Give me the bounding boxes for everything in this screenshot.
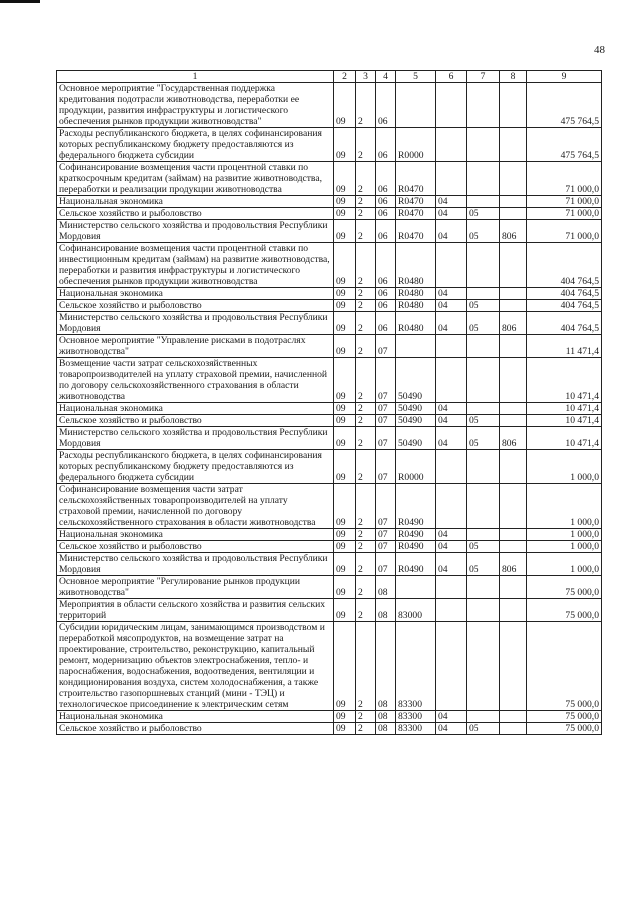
row-name: Расходы республиканского бюджета, в целях софинансирования которых республиканскому бюджету предоставляются из федерального бюджета субсидии	[57, 450, 334, 484]
row-code-5: R0490	[396, 529, 436, 541]
table-row	[57, 415, 602, 427]
row-code-3: 2	[356, 196, 376, 208]
row-code-2: 09	[334, 243, 356, 288]
row-code-2: 09	[334, 162, 356, 196]
row-code-6: 04	[436, 196, 467, 208]
row-amount: 10 471,4	[527, 427, 602, 450]
row-code-7	[467, 196, 500, 208]
row-code-8: 806	[500, 312, 527, 335]
row-code-2: 09	[334, 220, 356, 243]
row-code-5: 83300	[396, 622, 436, 711]
row-code-8	[500, 415, 527, 427]
row-code-2: 09	[334, 541, 356, 553]
row-amount: 1 000,0	[527, 450, 602, 484]
row-code-4: 08	[376, 723, 396, 735]
row-code-5: R0470	[396, 196, 436, 208]
row-code-7	[467, 484, 500, 529]
row-code-6: 04	[436, 208, 467, 220]
row-code-6	[436, 128, 467, 162]
row-code-6	[436, 622, 467, 711]
row-code-3: 2	[356, 288, 376, 300]
row-amount: 10 471,4	[527, 415, 602, 427]
row-code-8	[500, 83, 527, 128]
row-code-7	[467, 529, 500, 541]
row-code-4: 07	[376, 529, 396, 541]
row-code-7	[467, 83, 500, 128]
row-code-8	[500, 723, 527, 735]
row-code-4: 08	[376, 576, 396, 599]
row-code-7	[467, 335, 500, 358]
row-code-3: 2	[356, 335, 376, 358]
table-row	[57, 484, 602, 529]
table-row	[57, 312, 602, 335]
row-code-5	[396, 576, 436, 599]
row-code-3: 2	[356, 484, 376, 529]
col-header: 8	[500, 71, 527, 83]
row-code-7: 05	[467, 312, 500, 335]
row-code-3: 2	[356, 529, 376, 541]
row-code-3: 2	[356, 312, 376, 335]
row-code-6: 04	[436, 220, 467, 243]
row-name: Сельское хозяйство и рыболовство	[57, 723, 334, 735]
row-code-8	[500, 196, 527, 208]
row-code-5: R0480	[396, 288, 436, 300]
row-code-6: 04	[436, 541, 467, 553]
row-code-2: 09	[334, 128, 356, 162]
row-code-3: 2	[356, 576, 376, 599]
row-code-4: 06	[376, 312, 396, 335]
row-code-6: 04	[436, 288, 467, 300]
col-header: 3	[356, 71, 376, 83]
row-code-8	[500, 128, 527, 162]
row-code-3: 2	[356, 300, 376, 312]
row-name: Основное мероприятие "Управление рисками в подотраслях животноводства"	[57, 335, 334, 358]
table-row	[57, 220, 602, 243]
top-edge-mark	[0, 0, 40, 3]
row-code-5: R0480	[396, 243, 436, 288]
row-code-2: 09	[334, 358, 356, 403]
row-code-4: 07	[376, 403, 396, 415]
row-amount: 1 000,0	[527, 484, 602, 529]
row-code-2: 09	[334, 312, 356, 335]
row-code-6: 04	[436, 553, 467, 576]
row-code-5: 83300	[396, 711, 436, 723]
row-amount: 75 000,0	[527, 622, 602, 711]
table-row	[57, 300, 602, 312]
row-code-2: 09	[334, 450, 356, 484]
table-row	[57, 403, 602, 415]
row-code-2: 09	[334, 723, 356, 735]
row-code-5: R0470	[396, 208, 436, 220]
row-code-3: 2	[356, 415, 376, 427]
row-amount: 71 000,0	[527, 220, 602, 243]
row-code-2: 09	[334, 403, 356, 415]
row-amount: 404 764,5	[527, 288, 602, 300]
row-code-6: 04	[436, 312, 467, 335]
table-row	[57, 83, 602, 128]
table-row	[57, 723, 602, 735]
col-header: 9	[527, 71, 602, 83]
row-code-6: 04	[436, 415, 467, 427]
row-code-5: R0490	[396, 553, 436, 576]
row-code-5: R0470	[396, 220, 436, 243]
col-header: 5	[396, 71, 436, 83]
row-code-6	[436, 484, 467, 529]
row-name: Сельское хозяйство и рыболовство	[57, 541, 334, 553]
row-amount: 11 471,4	[527, 335, 602, 358]
budget-table	[56, 70, 602, 735]
row-name: Министерство сельского хозяйства и продовольствия Республики Мордовия	[57, 427, 334, 450]
row-name: Министерство сельского хозяйства и продовольствия Республики Мордовия	[57, 553, 334, 576]
row-name: Возмещение части затрат сельскохозяйственных товаропроизводителей на уплату страховой премии, начисленной по договору сельскохозяйственного страхования в области животноводства	[57, 358, 334, 403]
row-code-8	[500, 599, 527, 622]
row-name: Национальная экономика	[57, 529, 334, 541]
row-code-4: 07	[376, 553, 396, 576]
row-code-5: 83300	[396, 723, 436, 735]
row-code-8	[500, 711, 527, 723]
row-code-7: 05	[467, 427, 500, 450]
row-code-6	[436, 358, 467, 403]
row-code-3: 2	[356, 711, 376, 723]
row-amount: 404 764,5	[527, 243, 602, 288]
row-code-3: 2	[356, 208, 376, 220]
row-name: Софинансирование возмещения части процентной ставки по инвестиционным кредитам (займам) на развитие животноводства, переработки и развития инфраструктуры и логистического обеспечения рынков продукции животноводства	[57, 243, 334, 288]
row-code-8	[500, 162, 527, 196]
row-code-4: 08	[376, 599, 396, 622]
row-code-6	[436, 243, 467, 288]
row-code-8	[500, 450, 527, 484]
row-code-3: 2	[356, 541, 376, 553]
row-amount: 475 764,5	[527, 128, 602, 162]
row-amount: 1 000,0	[527, 553, 602, 576]
row-code-2: 09	[334, 288, 356, 300]
row-amount: 404 764,5	[527, 300, 602, 312]
row-code-7: 05	[467, 723, 500, 735]
row-code-2: 09	[334, 484, 356, 529]
row-code-7: 05	[467, 300, 500, 312]
row-code-8	[500, 335, 527, 358]
row-code-8: 806	[500, 427, 527, 450]
row-code-5	[396, 83, 436, 128]
row-code-3: 2	[356, 427, 376, 450]
row-code-4: 06	[376, 196, 396, 208]
row-code-8	[500, 243, 527, 288]
row-code-7	[467, 128, 500, 162]
row-code-2: 09	[334, 553, 356, 576]
row-code-6: 04	[436, 711, 467, 723]
row-amount: 71 000,0	[527, 162, 602, 196]
row-code-7	[467, 243, 500, 288]
row-code-8	[500, 484, 527, 529]
row-name: Сельское хозяйство и рыболовство	[57, 208, 334, 220]
row-name: Мероприятия в области сельского хозяйства и развития сельских территорий	[57, 599, 334, 622]
row-code-7	[467, 162, 500, 196]
row-code-3: 2	[356, 220, 376, 243]
col-header: 4	[376, 71, 396, 83]
row-name: Министерство сельского хозяйства и продовольствия Республики Мордовия	[57, 312, 334, 335]
row-code-8	[500, 403, 527, 415]
row-code-2: 09	[334, 208, 356, 220]
row-code-2: 09	[334, 335, 356, 358]
col-header: 7	[467, 71, 500, 83]
row-code-8	[500, 622, 527, 711]
row-code-2: 09	[334, 529, 356, 541]
row-code-2: 09	[334, 622, 356, 711]
row-code-2: 09	[334, 711, 356, 723]
table-row	[57, 335, 602, 358]
table-row	[57, 599, 602, 622]
row-code-6: 04	[436, 529, 467, 541]
row-code-2: 09	[334, 300, 356, 312]
row-code-3: 2	[356, 128, 376, 162]
page-number: 48	[594, 44, 605, 56]
row-code-7	[467, 358, 500, 403]
table-row	[57, 529, 602, 541]
col-header: 2	[334, 71, 356, 83]
table-row	[57, 576, 602, 599]
row-code-8	[500, 541, 527, 553]
table-row	[57, 427, 602, 450]
row-code-3: 2	[356, 403, 376, 415]
row-code-5: 83000	[396, 599, 436, 622]
row-code-8	[500, 576, 527, 599]
row-code-5: R0470	[396, 162, 436, 196]
row-code-7	[467, 288, 500, 300]
row-code-5: R0000	[396, 450, 436, 484]
table-row	[57, 553, 602, 576]
row-code-7	[467, 711, 500, 723]
row-code-4: 07	[376, 484, 396, 529]
row-code-6: 04	[436, 403, 467, 415]
table-row	[57, 243, 602, 288]
table-row	[57, 541, 602, 553]
row-code-7	[467, 576, 500, 599]
row-name: Софинансирование возмещения части процентной ставки по краткосрочным кредитам (займам) на развитие животноводства, переработки и реализации продукции животноводства	[57, 162, 334, 196]
row-code-4: 07	[376, 358, 396, 403]
row-amount: 71 000,0	[527, 208, 602, 220]
row-amount: 1 000,0	[527, 541, 602, 553]
row-amount: 10 471,4	[527, 358, 602, 403]
row-code-7: 05	[467, 553, 500, 576]
row-code-3: 2	[356, 599, 376, 622]
row-code-4: 06	[376, 83, 396, 128]
row-code-8: 806	[500, 553, 527, 576]
row-name: Основное мероприятие "Регулирование рынков продукции животноводства"	[57, 576, 334, 599]
row-name: Софинансирование возмещения части затрат сельскохозяйственных товаропроизводителей на уплату страховой премии, начисленной по договору сельскохозяйственного страхования в области животноводства	[57, 484, 334, 529]
row-code-5	[396, 335, 436, 358]
row-code-3: 2	[356, 243, 376, 288]
row-name: Основное мероприятие "Государственная поддержка кредитования подотрасли животноводства, переработки ее продукции, развития инфраструктуры и логистического обеспечения рынков продукции животноводства"	[57, 83, 334, 128]
row-name: Сельское хозяйство и рыболовство	[57, 415, 334, 427]
row-code-6	[436, 162, 467, 196]
row-code-6: 04	[436, 300, 467, 312]
row-code-5: 50490	[396, 403, 436, 415]
header-row	[57, 71, 602, 83]
row-code-7: 05	[467, 415, 500, 427]
row-code-3: 2	[356, 358, 376, 403]
row-amount: 1 000,0	[527, 529, 602, 541]
row-code-7	[467, 403, 500, 415]
row-code-3: 2	[356, 622, 376, 711]
col-header: 6	[436, 71, 467, 83]
table-row	[57, 711, 602, 723]
table-row	[57, 162, 602, 196]
table-row	[57, 288, 602, 300]
row-name: Национальная экономика	[57, 403, 334, 415]
row-code-2: 09	[334, 427, 356, 450]
row-code-8	[500, 358, 527, 403]
row-code-2: 09	[334, 415, 356, 427]
row-code-7	[467, 622, 500, 711]
row-code-7: 05	[467, 208, 500, 220]
row-name: Национальная экономика	[57, 288, 334, 300]
row-amount: 75 000,0	[527, 711, 602, 723]
row-code-5: R0480	[396, 312, 436, 335]
row-code-6: 04	[436, 723, 467, 735]
row-code-2: 09	[334, 576, 356, 599]
row-amount: 475 764,5	[527, 83, 602, 128]
row-name: Субсидии юридическим лицам, занимающимся производством и переработкой мясопродуктов, на возмещение затрат на проектирование, строительство, реконструкцию, капитальный ремонт, модернизацию объектов электроснабжения, тепло- и пароснабжения, водоснабжения, водоотведения, вентиляции и кондиционирования воздуха, систем холодоснабжения, а также строительство газопоршневых станций (мини - ТЭЦ) и технологическое присоединение к электрическим сетям	[57, 622, 334, 711]
row-code-3: 2	[356, 162, 376, 196]
row-code-4: 06	[376, 288, 396, 300]
row-code-4: 07	[376, 415, 396, 427]
row-code-4: 08	[376, 622, 396, 711]
row-code-8	[500, 300, 527, 312]
row-code-7: 05	[467, 220, 500, 243]
row-name: Министерство сельского хозяйства и продовольствия Республики Мордовия	[57, 220, 334, 243]
table-row	[57, 196, 602, 208]
row-code-8	[500, 288, 527, 300]
row-code-2: 09	[334, 83, 356, 128]
row-name: Сельское хозяйство и рыболовство	[57, 300, 334, 312]
row-code-4: 06	[376, 300, 396, 312]
row-code-5: R0490	[396, 541, 436, 553]
row-code-8	[500, 208, 527, 220]
row-code-4: 07	[376, 335, 396, 358]
row-amount: 404 764,5	[527, 312, 602, 335]
row-amount: 71 000,0	[527, 196, 602, 208]
row-code-2: 09	[334, 599, 356, 622]
row-amount: 75 000,0	[527, 723, 602, 735]
table-row	[57, 208, 602, 220]
row-code-6	[436, 335, 467, 358]
row-code-8	[500, 529, 527, 541]
row-code-7	[467, 450, 500, 484]
row-code-3: 2	[356, 83, 376, 128]
table-row	[57, 128, 602, 162]
row-code-6	[436, 576, 467, 599]
table-row	[57, 358, 602, 403]
row-code-5: R0480	[396, 300, 436, 312]
row-amount: 75 000,0	[527, 599, 602, 622]
row-code-4: 06	[376, 208, 396, 220]
row-code-4: 06	[376, 243, 396, 288]
row-code-6	[436, 83, 467, 128]
row-code-8: 806	[500, 220, 527, 243]
row-code-2: 09	[334, 196, 356, 208]
row-code-7: 05	[467, 541, 500, 553]
row-code-7	[467, 599, 500, 622]
row-code-6	[436, 599, 467, 622]
row-code-4: 06	[376, 162, 396, 196]
table-row	[57, 622, 602, 711]
table-row	[57, 450, 602, 484]
row-code-6: 04	[436, 427, 467, 450]
row-code-5: R0000	[396, 128, 436, 162]
row-code-5: R0490	[396, 484, 436, 529]
row-name: Расходы республиканского бюджета, в целях софинансирования которых республиканскому бюджету предоставляются из федерального бюджета субсидии	[57, 128, 334, 162]
row-code-5: 50490	[396, 358, 436, 403]
row-code-5: 50490	[396, 415, 436, 427]
row-code-4: 08	[376, 711, 396, 723]
row-code-4: 07	[376, 450, 396, 484]
row-code-5: 50490	[396, 427, 436, 450]
row-code-4: 06	[376, 220, 396, 243]
row-code-4: 07	[376, 427, 396, 450]
row-amount: 75 000,0	[527, 576, 602, 599]
col-header: 1	[57, 71, 334, 83]
row-code-3: 2	[356, 553, 376, 576]
row-code-3: 2	[356, 450, 376, 484]
row-name: Национальная экономика	[57, 711, 334, 723]
row-code-6	[436, 450, 467, 484]
row-code-3: 2	[356, 723, 376, 735]
row-code-4: 06	[376, 128, 396, 162]
row-amount: 10 471,4	[527, 403, 602, 415]
row-name: Национальная экономика	[57, 196, 334, 208]
row-code-4: 07	[376, 541, 396, 553]
